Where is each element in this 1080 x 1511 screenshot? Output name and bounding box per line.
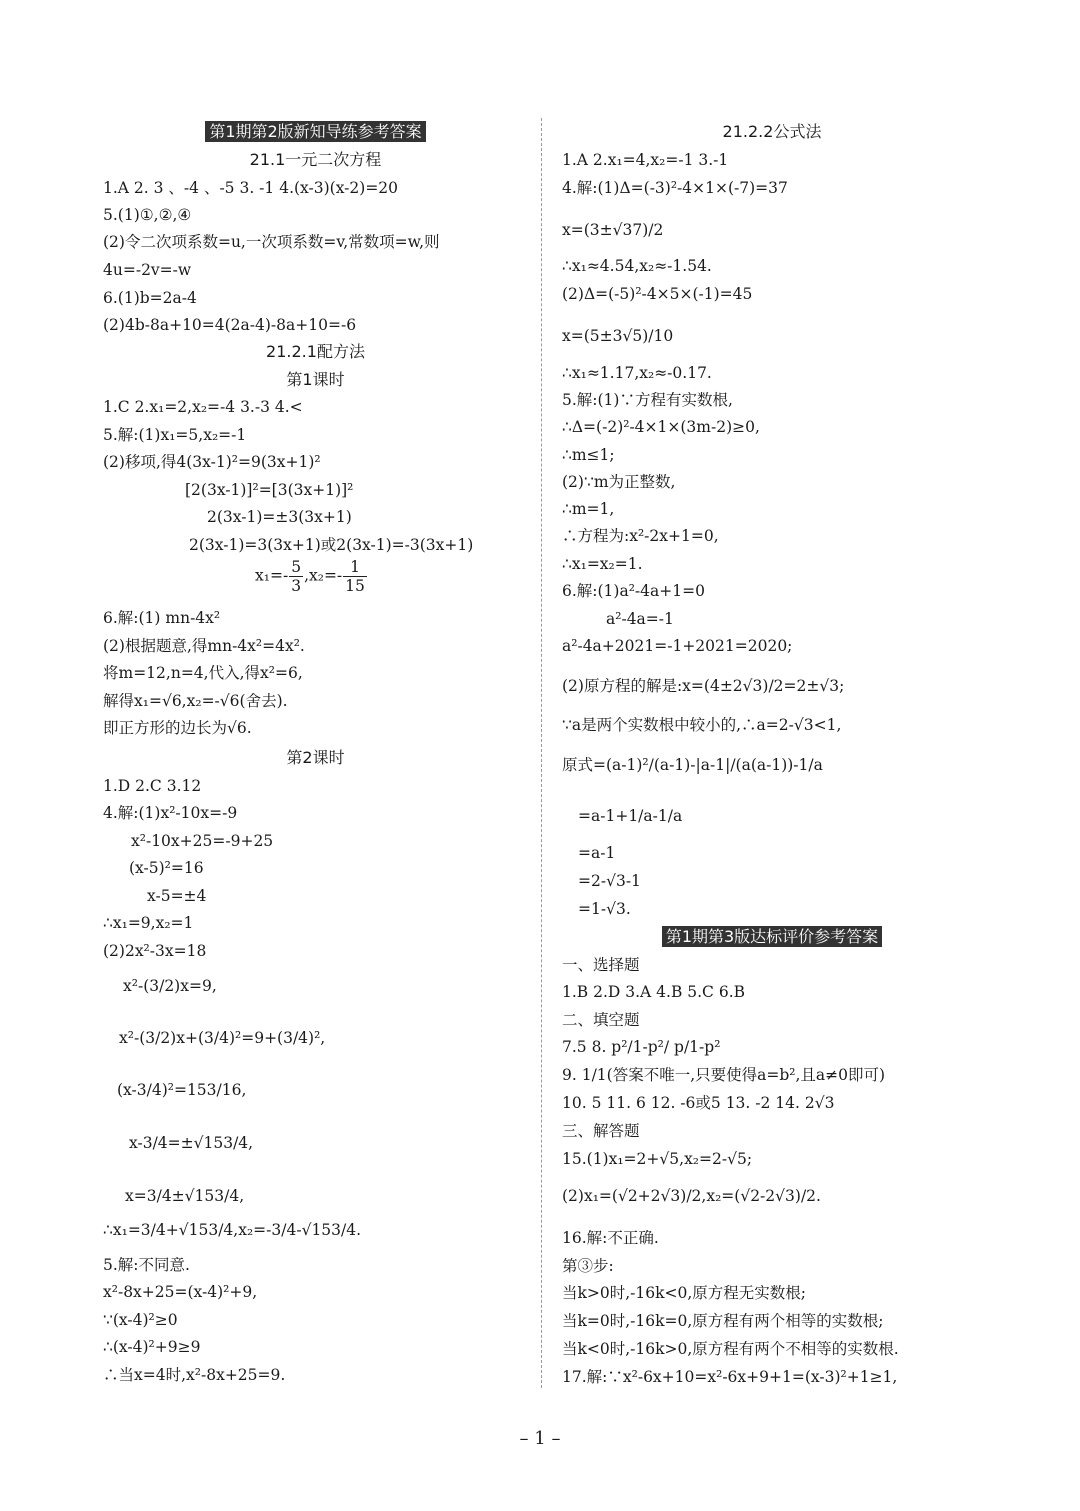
left-header: 第1期第2版新知导练参考答案 bbox=[103, 122, 528, 142]
answer-line: ∴m≤1; bbox=[562, 446, 615, 464]
answer-line: 17.解:∵x²-6x+10=x²-6x+9+1=(x-3)²+1≥1, bbox=[562, 1368, 898, 1386]
answer-line: (2)Δ=(-5)²-4×5×(-1)=45 bbox=[562, 285, 753, 303]
answer-line: 2(3x-1)=±3(3x+1) bbox=[207, 508, 352, 526]
answer-line: ∴当x=4时,x²-8x+25=9. bbox=[103, 1366, 286, 1384]
answer-line: 第③步: bbox=[562, 1257, 614, 1275]
answer-line: =a-1 bbox=[578, 844, 616, 862]
answer-line: x=3/4±√153/4, bbox=[125, 1187, 245, 1205]
answer-line: x²-8x+25=(x-4)²+9, bbox=[103, 1283, 258, 1301]
answer-line: 7.5 8. p²/1-p²/ p/1-p² bbox=[562, 1038, 721, 1056]
answer-line: 1.D 2.C 3.12 bbox=[103, 777, 202, 795]
answer-line: ∴x₁=3/4+√153/4,x₂=-3/4-√153/4. bbox=[103, 1221, 362, 1239]
section-heading: 二、填空题 bbox=[562, 1011, 640, 1029]
answer-line: 1.A 2.x₁=4,x₂=-1 3.-1 bbox=[562, 151, 729, 169]
answer-line: 4u=-2v=-w bbox=[103, 261, 192, 279]
answer-line: ∴方程为:x²-2x+1=0, bbox=[562, 527, 719, 545]
answer-line: x=(3±√37)/2 bbox=[562, 221, 664, 239]
answer-line: ∴Δ=(-2)²-4×1×(3m-2)≥0, bbox=[562, 418, 760, 436]
section-heading: 一、选择题 bbox=[562, 956, 640, 974]
right-header: 第1期第3版达标评价参考答案 bbox=[562, 927, 982, 947]
answer-line: 9. 1/1(答案不唯一,只要使得a=b²,且a≠0即可) bbox=[562, 1066, 886, 1084]
answer-line: ∴x₁=x₂=1. bbox=[562, 555, 643, 573]
answer-line: (2)原方程的解是:x=(4±2√3)/2=2±√3; bbox=[562, 677, 845, 695]
answer-line: a²-4a=-1 bbox=[606, 610, 674, 628]
answer-line: 当k=0时,-16k=0,原方程有两个相等的实数根; bbox=[562, 1312, 884, 1330]
answer-line: 5.(1)①,②,④ bbox=[103, 206, 192, 224]
answer-line: ∴x₁≈4.54,x₂≈-1.54. bbox=[562, 257, 712, 275]
answer-line: 6.解:(1)a²-4a+1=0 bbox=[562, 582, 705, 600]
answer-line: (2)2x²-3x=18 bbox=[103, 942, 207, 960]
section-title: 21.2.1配方法 bbox=[266, 342, 365, 361]
answer-line: 2(3x-1)=3(3x+1)或2(3x-1)=-3(3x+1) bbox=[189, 536, 474, 554]
answer-line: [2(3x-1)]²=[3(3x+1)]² bbox=[185, 481, 354, 499]
answer-line: =2-√3-1 bbox=[578, 872, 641, 890]
answer-line: =a-1+1/a-1/a bbox=[578, 807, 683, 825]
answer-line: ∴x₁=9,x₂=1 bbox=[103, 914, 194, 932]
section-heading: 三、解答题 bbox=[562, 1122, 640, 1140]
answer-line: x=(5±3√5)/10 bbox=[562, 327, 674, 345]
answer-line: 即正方形的边长为√6. bbox=[103, 719, 252, 737]
answer-line: x-3/4=±√153/4, bbox=[129, 1134, 254, 1152]
answer-line: 1.B 2.D 3.A 4.B 5.C 6.B bbox=[562, 983, 746, 1001]
answer-line: 1.A 2. 3 、-4 、-5 3. -1 4.(x-3)(x-2)=20 bbox=[103, 179, 399, 197]
answer-line: 当k>0时,-16k<0,原方程无实数根; bbox=[562, 1284, 807, 1302]
answer-line: ∴(x-4)²+9≥9 bbox=[103, 1338, 201, 1356]
answer-line: 5.解:(1)∵方程有实数根, bbox=[562, 391, 733, 409]
answer-line: (2)移项,得4(3x-1)²=9(3x+1)² bbox=[103, 453, 321, 471]
answer-line: ∵(x-4)²≥0 bbox=[103, 1311, 178, 1329]
answer-line: 5.解:不同意. bbox=[103, 1256, 190, 1274]
answer-line: 5.解:(1)x₁=5,x₂=-1 bbox=[103, 426, 247, 444]
page-number: – 1 – bbox=[519, 1428, 561, 1449]
answer-line: 15.(1)x₁=2+√5,x₂=2-√5; bbox=[562, 1150, 753, 1168]
answer-line: 原式=(a-1)²/(a-1)-|a-1|/(a(a-1))-1/a bbox=[562, 756, 823, 774]
answer-line: x-5=±4 bbox=[147, 887, 207, 905]
answer-line: 10. 5 11. 6 12. -6或5 13. -2 14. 2√3 bbox=[562, 1094, 835, 1112]
answer-line: 4.解:(1)Δ=(-3)²-4×1×(-7)=37 bbox=[562, 179, 788, 197]
answer-line: 将m=12,n=4,代入,得x²=6, bbox=[103, 664, 303, 682]
answer-line: ∴x₁≈1.17,x₂≈-0.17. bbox=[562, 364, 712, 382]
answer-line: 16.解:不正确. bbox=[562, 1229, 659, 1247]
answer-line: 1.C 2.x₁=2,x₂=-4 3.-3 4.< bbox=[103, 398, 303, 416]
answer-line: x²-(3/2)x=9, bbox=[123, 977, 217, 995]
lesson-title: 第1课时 bbox=[286, 370, 345, 389]
section-title: 21.2.2公式法 bbox=[722, 122, 822, 141]
section-title: 21.1一元二次方程 bbox=[249, 150, 382, 169]
lesson-title: 第2课时 bbox=[286, 748, 345, 767]
answer-line: (2)4b-8a+10=4(2a-4)-8a+10=-6 bbox=[103, 316, 357, 334]
answer-line: (x-3/4)²=153/16, bbox=[117, 1081, 247, 1099]
answer-line: ∵a是两个实数根中较小的,∴a=2-√3<1, bbox=[562, 716, 842, 734]
answer-line: ∴m=1, bbox=[562, 500, 615, 518]
answer-line: 解得x₁=√6,x₂=-√6(舍去). bbox=[103, 692, 288, 710]
answer-line: (2)令二次项系数=u,一次项系数=v,常数项=w,则 bbox=[103, 233, 440, 251]
answer-line: 4.解:(1)x²-10x=-9 bbox=[103, 804, 238, 822]
answer-line: a²-4a+2021=-1+2021=2020; bbox=[562, 637, 793, 655]
answer-line: (2)∵m为正整数, bbox=[562, 473, 676, 491]
answer-line: (x-5)²=16 bbox=[129, 859, 204, 877]
answer-line: 当k<0时,-16k>0,原方程有两个不相等的实数根. bbox=[562, 1340, 899, 1358]
answer-line: 6.(1)b=2a-4 bbox=[103, 289, 197, 307]
answer-line: x²-10x+25=-9+25 bbox=[131, 832, 274, 850]
answer-line-fraction: x₁=- $\frac{5}{3}$ ,x₂=- $\frac{1}{15}$ bbox=[255, 558, 365, 595]
answer-line: 6.解:(1) mn-4x² bbox=[103, 609, 221, 627]
answer-line: (2)x₁=(√2+2√3)/2,x₂=(√2-2√3)/2. bbox=[562, 1187, 821, 1205]
answer-line: =1-√3. bbox=[578, 900, 631, 918]
answer-line: x²-(3/2)x+(3/4)²=9+(3/4)², bbox=[119, 1029, 326, 1047]
answer-line: (2)根据题意,得mn-4x²=4x². bbox=[103, 637, 305, 655]
column-divider bbox=[541, 118, 542, 1388]
